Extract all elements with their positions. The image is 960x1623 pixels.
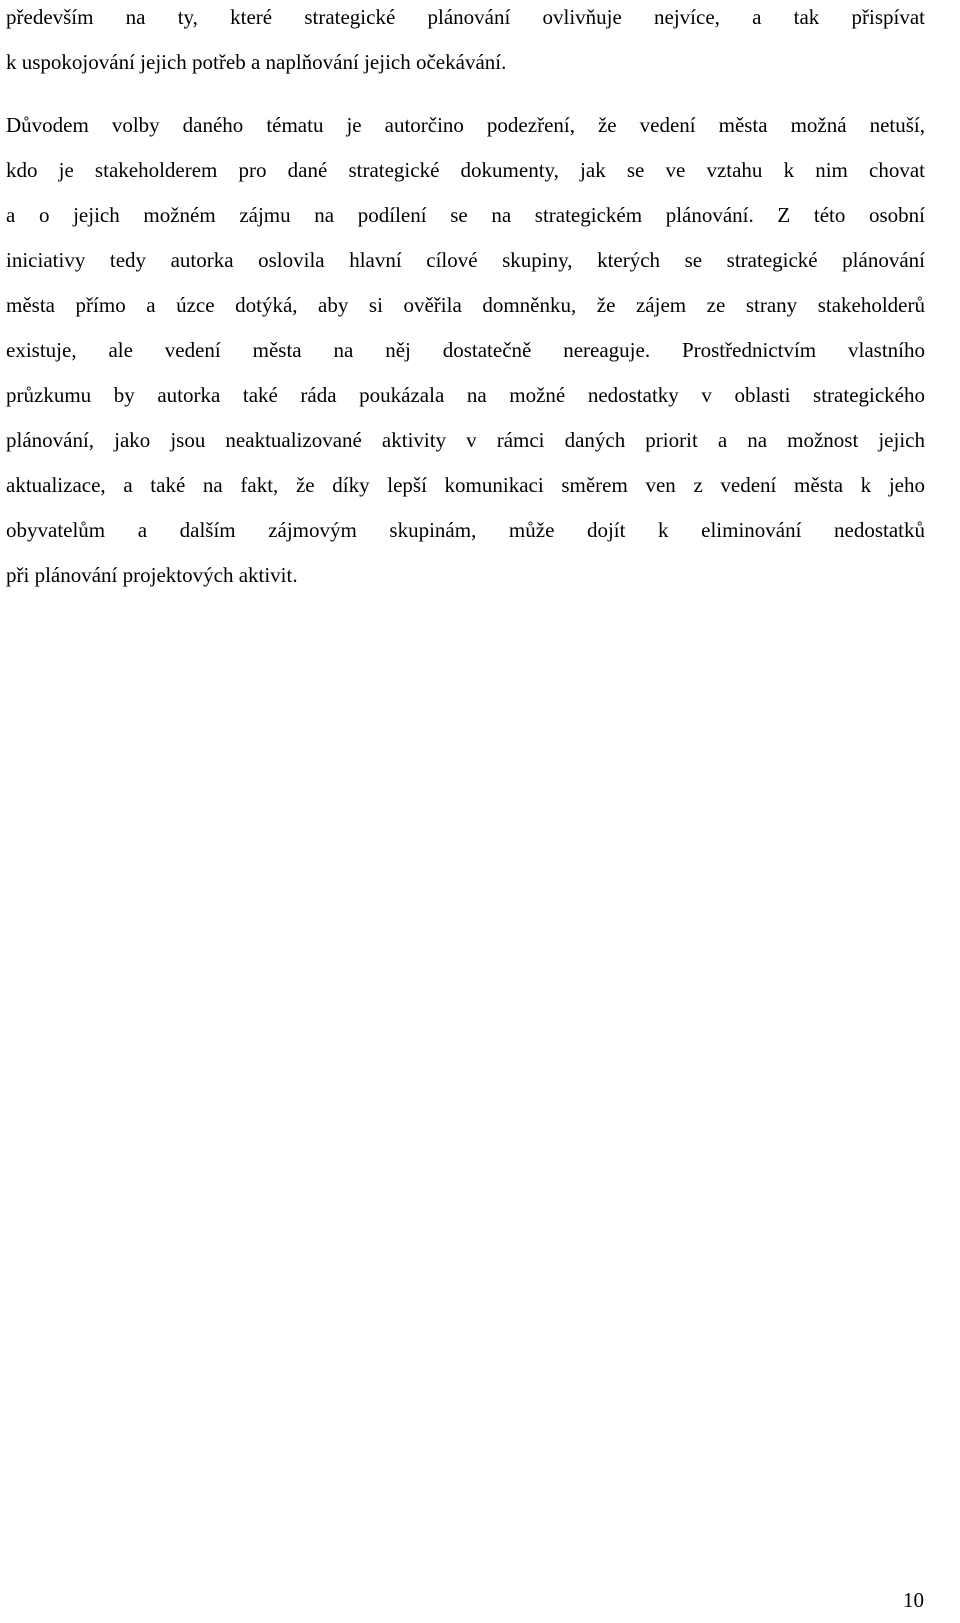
paragraph-2-line-1: Důvodem volby daného tématu je autorčino podezření, že vedení města možná netuší, — [6, 113, 925, 137]
paragraph-2-line-8: plánování, jako jsou neaktualizované aktivity v rámci daných priorit a na možnost jejich — [6, 428, 925, 452]
paragraph-2-line-9: aktualizace, a také na fakt, že díky lepší komunikaci směrem ven z vedení města k jeho — [6, 473, 925, 497]
paragraph-2-line-7: průzkumu by autorka také ráda poukázala na možné nedostatky v oblasti strategického — [6, 383, 925, 407]
paragraph-2-line-11: při plánování projektových aktivit. — [6, 563, 298, 587]
paragraph-2-line-4: iniciativy tedy autorka oslovila hlavní cílové skupiny, kterých se strategické plánování — [6, 248, 925, 272]
paragraph-2-line-5: města přímo a úzce dotýká, aby si ověřila domněnku, že zájem ze strany stakeholderů — [6, 293, 925, 317]
page-number: 10 — [903, 1588, 924, 1612]
paragraph-2-line-3: a o jejich možném zájmu na podílení se na strategickém plánování. Z této osobní — [6, 203, 925, 227]
paragraph-2-line-6: existuje, ale vedení města na něj dostatečně nereaguje. Prostřednictvím vlastního — [6, 338, 925, 362]
paragraph-1-line-1: především na ty, které strategické plánování ovlivňuje nejvíce, a tak přispívat — [6, 5, 925, 29]
paragraph-2-line-10: obyvatelům a dalším zájmovým skupinám, může dojít k eliminování nedostatků — [6, 518, 925, 542]
paragraph-1-line-2: k uspokojování jejich potřeb a naplňování jejich očekávání. — [6, 50, 507, 74]
paragraph-2-line-2: kdo je stakeholderem pro dané strategické dokumenty, jak se ve vztahu k nim chovat — [6, 158, 925, 182]
